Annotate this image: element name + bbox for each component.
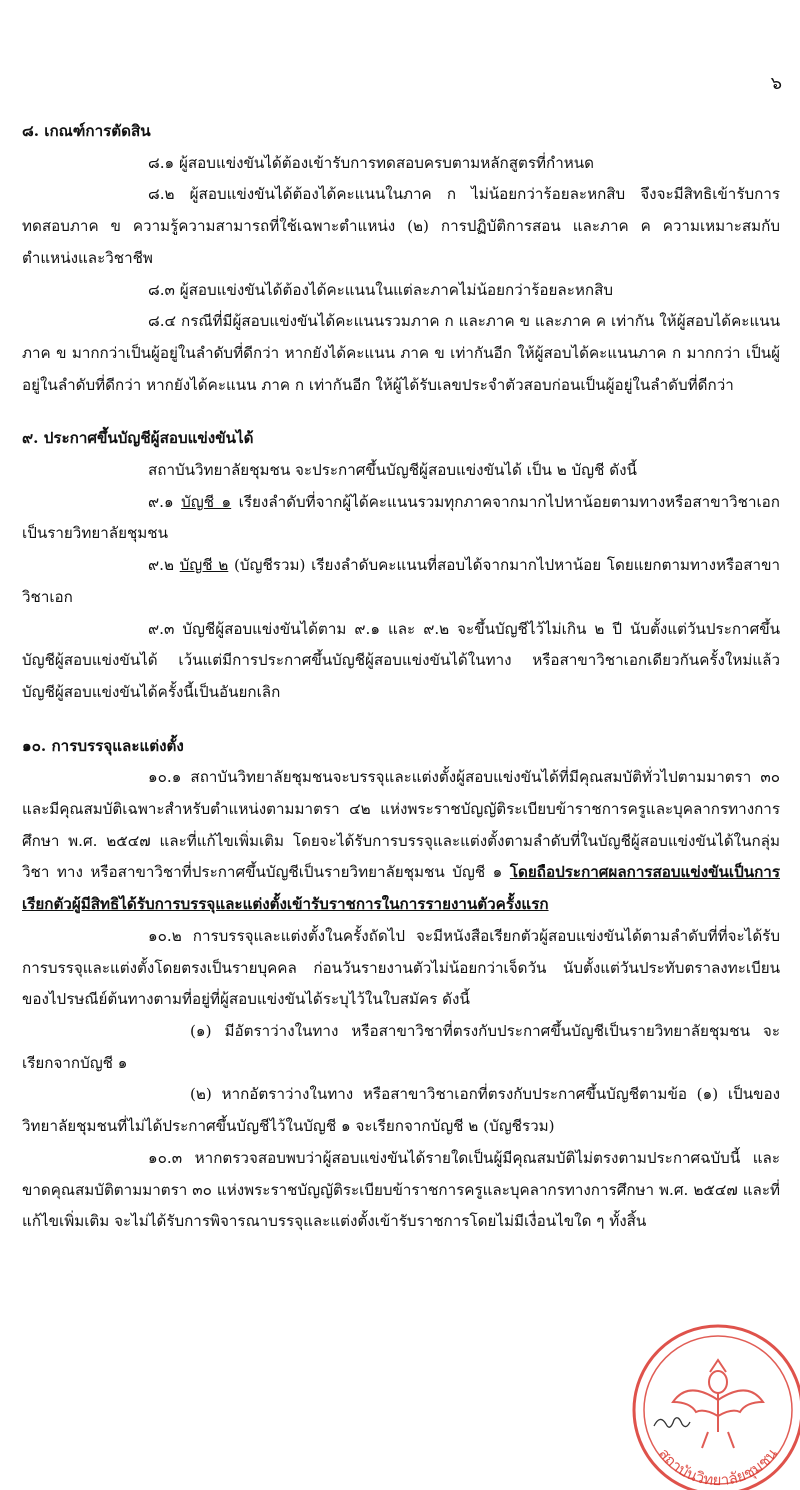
section-10-title: ๑๐. การบรรจุและแต่งตั้ง	[22, 736, 184, 755]
section-8-2: ๘.๒ ผู้สอบแข่งขันได้ต้องได้คะแนนในภาค ก ไม่น้อยกว่าร้อยละหกสิบ จึงจะมีสิทธิเข้ารับการทดสอบภาค ข ความรู้ความสามารถที่ใช้เฉพาะตำแหน่ง (๒) การปฏิบัติการสอน และภาค ค ความเหมาะสมกับตำแหน่งและวิชาชีพ	[22, 185, 780, 267]
section-9-1-number: ๙.๑	[148, 492, 182, 511]
section-9-2-number: ๙.๒	[148, 556, 180, 575]
section-10-1-emphasis: โดยถือประกาศผลการสอบแข่งขันเป็นการเรียกตัวผู้มีสิทธิได้รับการบรรจุและแต่งตั้งเข้ารับราชการในการรายงานตัวครั้งแรก	[22, 863, 780, 914]
section-8-4: ๘.๔ กรณีที่มีผู้สอบแข่งขันได้คะแนนรวมภาค ก และภาค ข และภาค ค เท่ากัน ให้ผู้สอบได้คะแนนภาค ข มากกว่าเป็นผู้อยู่ในลำดับที่ดีกว่า หากยังได้คะแนน ภาค ข เท่ากันอีก ให้ผู้สอบได้คะแนนภาค ก มากกว่า เป็นผู้อยู่ในลำดับที่ดีกว่า หากยังได้คะแนน ภาค ก เท่ากันอีก ให้ผู้ได้รับเลขประจำตัวสอบก่อนเป็นผู้อยู่ในลำดับที่ดีกว่า	[22, 312, 780, 394]
section-10-2: ๑๐.๒ การบรรจุและแต่งตั้งในครั้งถัดไป จะมีหนังสือเรียกตัวผู้สอบแข่งขันได้ตามลำดับที่ที่จะได้รับการบรรจุและแต่งตั้งโดยตรงเป็นรายบุคคล ก่อนวันรายงานตัวไม่น้อยกว่าเจ็ดวัน นับตั้งแต่วันประทับตราลงทะเบียนของไปรษณีย์ต้นทางตามที่อยู่ที่ผู้สอบแข่งขันได้ระบุไว้ในใบสมัคร ดังนี้	[22, 926, 780, 1009]
section-10-1-text: ๑๐.๑ สถาบันวิทยาลัยชุมชนจะบรรจุและแต่งตั้งผู้สอบแข่งขันได้ที่มีคุณสมบัติทั่วไปตามมาตรา ๓๐ และมีคุณสมบัติเฉพาะสำหรับตำแหน่งตามมาตรา ๔๒ แห่งพระราชบัญญัติระเบียบข้าราชการครูและบุคลากรทางการศึกษา พ.ศ. ๒๕๔๗ และที่แก้ไขเพิ่มเติม โดยจะได้รับการบรรจุและแต่งตั้งตามลำดับที่ในบัญชีผู้สอบแข่งขันได้ในกลุ่มวิชา ทาง หรือสาขาวิชาที่ประกาศขึ้นบัญชีเป็นรายวิทยาลัยชุมชน บัญชี ๑	[22, 768, 780, 882]
page-number: ๖	[770, 73, 782, 94]
section-10-2-item-2: (๒) หากอัตราว่างในทาง หรือสาขาวิชาเอกที่ตรงกับประกาศขึ้นบัญชีตามข้อ (๑) เป็นของวิทยาลัยชุมชนที่ไม่ได้ประกาศขึ้นบัญชีไว้ในบัญชี ๑ จะเรียกจากบัญชี ๒ (บัญชีรวม)	[22, 1085, 780, 1136]
section-9-3: ๙.๓ บัญชีผู้สอบแข่งขันได้ตาม ๙.๑ และ ๙.๒ จะขึ้นบัญชีไว้ไม่เกิน ๒ ปี นับตั้งแต่วันประกาศขึ้นบัญชีผู้สอบแข่งขันได้ เว้นแต่มีการประกาศขึ้นบัญชีผู้สอบแข่งขันได้ในทาง หรือสาขาวิชาเอกเดียวกันครั้งใหม่แล้ว บัญชีผู้สอบแข่งขันได้ครั้งนี้เป็นอันยกเลิก	[22, 619, 780, 701]
section-9-intro: สถาบันวิทยาลัยชุมชน จะประกาศขึ้นบัญชีผู้สอบแข่งขันได้ เป็น ๒ บัญชี ดังนี้	[148, 461, 637, 480]
section-8-1: ๘.๑ ผู้สอบแข่งขันได้ต้องเข้ารับการทดสอบครบตามหลักสูตรที่กำหนด	[148, 153, 595, 172]
section-9-1-text: เรียงลำดับที่จากผู้ได้คะแนนรวมทุกภาคจากมากไปหาน้อยตามทางหรือสาขาวิชาเอกเป็นรายวิทยาลัยชุมชน	[22, 492, 780, 543]
section-10-3: ๑๐.๓ หากตรวจสอบพบว่าผู้สอบแข่งขันได้รายใดเป็นผู้มีคุณสมบัติไม่ตรงตามประกาศฉบับนี้ และขาดคุณสมบัติตามมาตรา ๓๐ แห่งพระราชบัญญัติระเบียบข้าราชการครูและบุคลากรทางการศึกษา พ.ศ. ๒๕๔๗ และที่แก้ไขเพิ่มเติม จะไม่ได้รับการพิจารณาบรรจุและแต่งตั้งเข้ารับราชการโดยไม่มีเงื่อนไขใด ๆ ทั้งสิ้น	[22, 1148, 780, 1231]
section-10-1	[22, 762, 780, 921]
section-9-title: ๙. ประกาศขึ้นบัญชีผู้สอบแข่งขันได้	[22, 429, 254, 448]
section-10-2-item-1: (๑) มีอัตราว่างในทาง หรือสาขาวิชาที่ตรงกับประกาศขึ้นบัญชีเป็นรายวิทยาลัยชุมชน จะเรียกจากบัญชี ๑	[22, 1021, 780, 1072]
section-8-3: ๘.๓ ผู้สอบแข่งขันได้ต้องได้คะแนนในแต่ละภาคไม่น้อยกว่าร้อยละหกสิบ	[148, 280, 613, 299]
section-9-2	[22, 550, 780, 613]
document-body	[22, 116, 780, 1238]
account-2-label: บัญชี ๒	[179, 556, 229, 575]
section-8-title: ๘. เกณฑ์การตัดสิน	[22, 122, 151, 140]
svg-text:สถาบันวิทยาลัยชุมชน: สถาบันวิทยาลัยชุมชน	[655, 1444, 782, 1490]
account-1-label: บัญชี ๑	[181, 492, 232, 511]
section-9-1	[22, 487, 780, 550]
official-seal-stamp	[618, 1320, 800, 1490]
garuda-emblem-icon	[673, 1360, 763, 1448]
signature-mark	[652, 1412, 692, 1434]
section-9-2-text: (บัญชีรวม) เรียงลำดับคะแนนที่สอบได้จากมากไปหาน้อย โดยแยกตามทางหรือสาขาวิชาเอก	[22, 556, 780, 606]
